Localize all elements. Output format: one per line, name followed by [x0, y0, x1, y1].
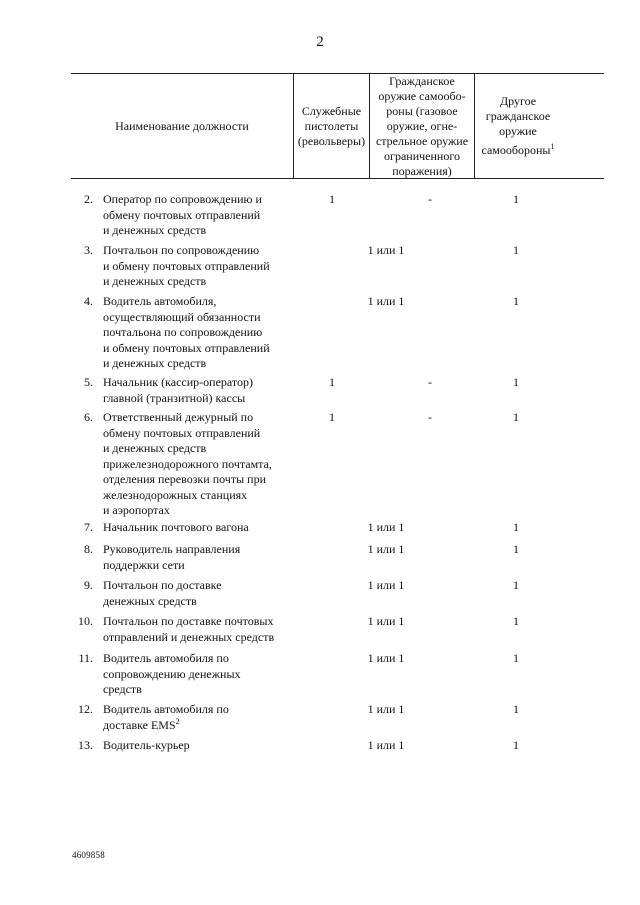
position-name-text: осуществляющий обязанности	[103, 309, 261, 324]
service-or-civil-value: 1 или 1	[367, 294, 405, 308]
position-name-text: сопровождению денежных	[103, 666, 241, 681]
position-name-text: почтальона по сопровождению	[103, 325, 263, 339]
position-name-text: отправлений и денежных средств	[103, 629, 275, 644]
position-name-text: Водитель автомобиля по	[103, 702, 229, 716]
position-name	[103, 651, 293, 698]
position-name-line	[103, 503, 293, 519]
row-number: 9.	[84, 578, 93, 592]
row-number: 4.	[84, 294, 93, 308]
other-civil-value: 1	[513, 614, 519, 628]
position-name-line	[103, 208, 293, 224]
position-name-text: Начальник (кассир-оператор)	[103, 375, 253, 389]
row-number: 2.	[84, 192, 93, 206]
position-name-text: Водитель автомобиля по	[103, 651, 229, 665]
position-name-line	[103, 426, 293, 442]
position-name-line	[103, 520, 293, 536]
position-name-line	[103, 594, 293, 610]
row-number: 11.	[78, 651, 93, 665]
position-name-line	[103, 223, 293, 239]
position-name	[103, 542, 293, 573]
other-civil-value: 1	[513, 702, 519, 716]
row-number: 8.	[84, 542, 93, 556]
row-number: 13.	[78, 738, 93, 752]
position-name-text: обмену почтовых отправлений	[103, 425, 261, 440]
position-name-text: Водитель автомобиля,	[103, 294, 217, 308]
column-divider	[474, 73, 475, 178]
position-name-line	[103, 294, 293, 310]
position-name-line	[103, 356, 293, 372]
position-name-text: Начальник почтового вагона	[103, 520, 249, 534]
row-number: 12.	[78, 702, 93, 716]
service-pistols-value: 1	[329, 375, 335, 389]
position-name-text: и денежных средств	[103, 356, 207, 370]
position-name-line	[103, 310, 293, 326]
position-name-line	[103, 651, 293, 667]
position-name-text: денежных средств	[103, 593, 197, 608]
position-name-line	[103, 630, 293, 646]
service-or-civil-value: 1 или 1	[367, 614, 405, 628]
position-name-text: обмену почтовых отправлений	[103, 207, 261, 222]
position-name	[103, 294, 293, 372]
header-civil-self-defense	[372, 74, 472, 178]
other-civil-value: 1	[513, 294, 519, 308]
other-civil-value: 1	[513, 738, 519, 752]
position-name-text: и денежных средств	[103, 441, 207, 455]
position-name-line	[103, 667, 293, 683]
position-name-line	[103, 682, 293, 698]
other-civil-value: 1	[513, 243, 519, 257]
position-name-line	[103, 192, 293, 208]
position-name-line	[103, 243, 293, 259]
position-name-line	[103, 578, 293, 594]
header-other-civil-label: Другое гражданское оружие самообороны	[481, 94, 551, 157]
position-name-line	[103, 375, 293, 391]
service-or-civil-value: 1 или 1	[367, 738, 405, 752]
position-name-line	[103, 702, 293, 718]
service-or-civil-value: 1 или 1	[367, 578, 405, 592]
position-name-text: прижелезнодорожного почтамта,	[103, 456, 272, 471]
position-name	[103, 410, 293, 519]
footnote-marker: 1	[550, 142, 555, 151]
position-name-text: Ответственный дежурный по	[103, 410, 254, 424]
document-id: 4609858	[72, 850, 105, 860]
header-service-pistols	[294, 74, 369, 178]
position-name-text: и обмену почтовых отправлений	[103, 258, 270, 273]
position-name-text: и аэропортах	[103, 503, 170, 517]
service-pistols-value: 1	[329, 410, 335, 424]
header-other-civil	[476, 74, 560, 178]
position-name-text: Почтальон по доставке почтовых	[103, 614, 274, 628]
position-name-line	[103, 558, 293, 574]
position-name-line	[103, 441, 293, 457]
position-name-text: отделения перевозки почты при	[103, 472, 266, 486]
position-name	[103, 614, 293, 645]
table-header-bottom-border	[71, 178, 604, 179]
position-name-text: и денежных средств	[103, 274, 207, 288]
other-civil-value: 1	[513, 410, 519, 424]
position-name-line	[103, 542, 293, 558]
position-name-text: Оператор по сопровождению и	[103, 192, 262, 206]
header-position-label: Наименование должности	[115, 118, 249, 133]
position-name-text: и обмену почтовых отправлений	[103, 340, 270, 355]
position-name-line	[103, 341, 293, 357]
position-name	[103, 578, 293, 609]
position-name	[103, 520, 293, 536]
other-civil-value: 1	[513, 192, 519, 206]
position-name-line	[103, 391, 293, 407]
header-civil-self-defense-label: Гражданское оружие самообо-роны (газовое оружие, огне-стрельное оружие ограниченного поражения)	[375, 73, 469, 178]
other-civil-value: 1	[513, 375, 519, 389]
position-name-line	[103, 325, 293, 341]
row-number: 5.	[84, 375, 93, 389]
position-name-line	[103, 472, 293, 488]
service-or-civil-value: 1 или 1	[367, 651, 405, 665]
position-name-text: главной (транзитной) кассы	[103, 390, 246, 405]
position-name-line	[103, 738, 293, 754]
civil-self-defense-value: -	[428, 375, 432, 389]
other-civil-value: 1	[513, 651, 519, 665]
service-or-civil-value: 1 или 1	[367, 542, 405, 556]
civil-self-defense-value: -	[428, 192, 432, 206]
row-number: 6.	[84, 410, 93, 424]
position-name-line	[103, 274, 293, 290]
position-name-text: поддержки сети	[103, 557, 185, 572]
position-name-text: и денежных средств	[103, 223, 207, 237]
position-name	[103, 192, 293, 239]
position-name-line	[103, 259, 293, 275]
column-divider	[369, 73, 370, 178]
position-name	[103, 702, 293, 733]
position-name	[103, 243, 293, 290]
row-number: 3.	[84, 243, 93, 257]
position-name-line	[103, 410, 293, 426]
position-name	[103, 375, 293, 406]
position-name-text: Почтальон по сопровождению	[103, 243, 260, 257]
header-position	[71, 74, 293, 178]
position-name-text: Руководитель направления	[103, 542, 241, 556]
position-name-text: Водитель-курьер	[103, 738, 190, 752]
position-name	[103, 738, 293, 754]
position-name-text: средств	[103, 682, 142, 696]
row-number: 10.	[78, 614, 93, 628]
position-name-text: железнодорожных станциях	[103, 487, 248, 502]
row-number: 7.	[84, 520, 93, 534]
service-or-civil-value: 1 или 1	[367, 702, 405, 716]
other-civil-value: 1	[513, 542, 519, 556]
position-name-text: доставке EMS	[103, 717, 176, 732]
other-civil-value: 1	[513, 578, 519, 592]
position-name-line	[103, 718, 293, 734]
position-name-line	[103, 614, 293, 630]
civil-self-defense-value: -	[428, 410, 432, 424]
service-or-civil-value: 1 или 1	[367, 520, 405, 534]
position-name-text: Почтальон по доставке	[103, 578, 222, 592]
footnote-marker: 2	[175, 716, 180, 726]
other-civil-value: 1	[513, 520, 519, 534]
service-pistols-value: 1	[329, 192, 335, 206]
position-name-line	[103, 488, 293, 504]
header-service-pistols-label: Служебные пистолеты (револьверы)	[297, 103, 366, 148]
page-number: 2	[316, 34, 324, 50]
position-name-line	[103, 457, 293, 473]
service-or-civil-value: 1 или 1	[367, 243, 405, 257]
